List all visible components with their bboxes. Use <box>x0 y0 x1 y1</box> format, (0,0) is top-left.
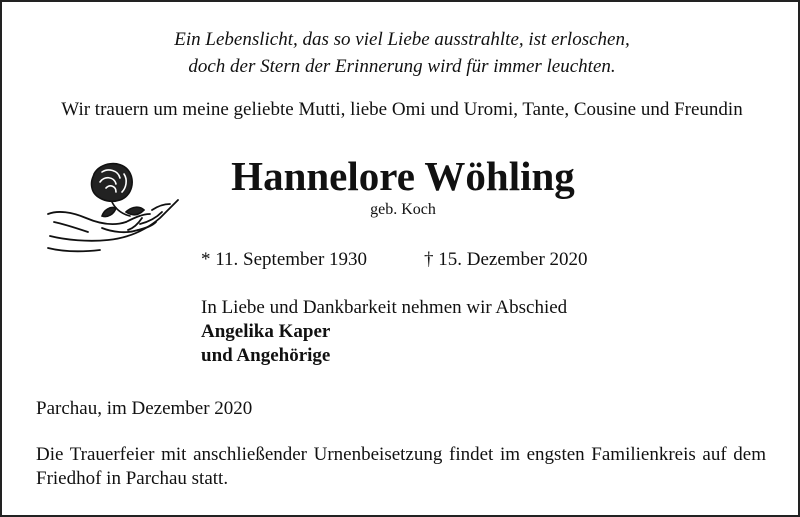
place-and-date: Parchau, im Dezember 2020 <box>36 398 253 419</box>
verse-line-2: doch der Stern der Erinnerung wird für immer leuchten. <box>188 56 616 77</box>
verse-line-1: Ein Lebenslicht, das so viel Liebe ausstrahlte, ist erloschen, <box>174 29 630 50</box>
birth-date: * 11. September 1930 <box>201 249 368 270</box>
death-date: † 15. Dezember 2020 <box>424 249 588 270</box>
farewell-text: In Liebe und Dankbarkeit nehmen wir Abschied <box>201 297 568 318</box>
mourner-name: Angelika Kaper <box>201 321 331 342</box>
mourning-intro: Wir trauern um meine geliebte Mutti, liebe Omi und Uromi, Tante, Cousine und Freundin <box>61 99 743 120</box>
rose-in-hands-icon <box>42 152 182 262</box>
maiden-name: geb. Koch <box>370 201 436 218</box>
mourner-relatives: und Angehörige <box>201 345 331 366</box>
memorial-verse <box>2 26 800 80</box>
funeral-notice: Die Trauerfeier mit anschließender Urnenbeisetzung findet im engsten Familienkreis auf dem Friedhof in Parchau statt. <box>36 444 766 489</box>
deceased-name: Hannelore Wöhling <box>231 153 575 199</box>
